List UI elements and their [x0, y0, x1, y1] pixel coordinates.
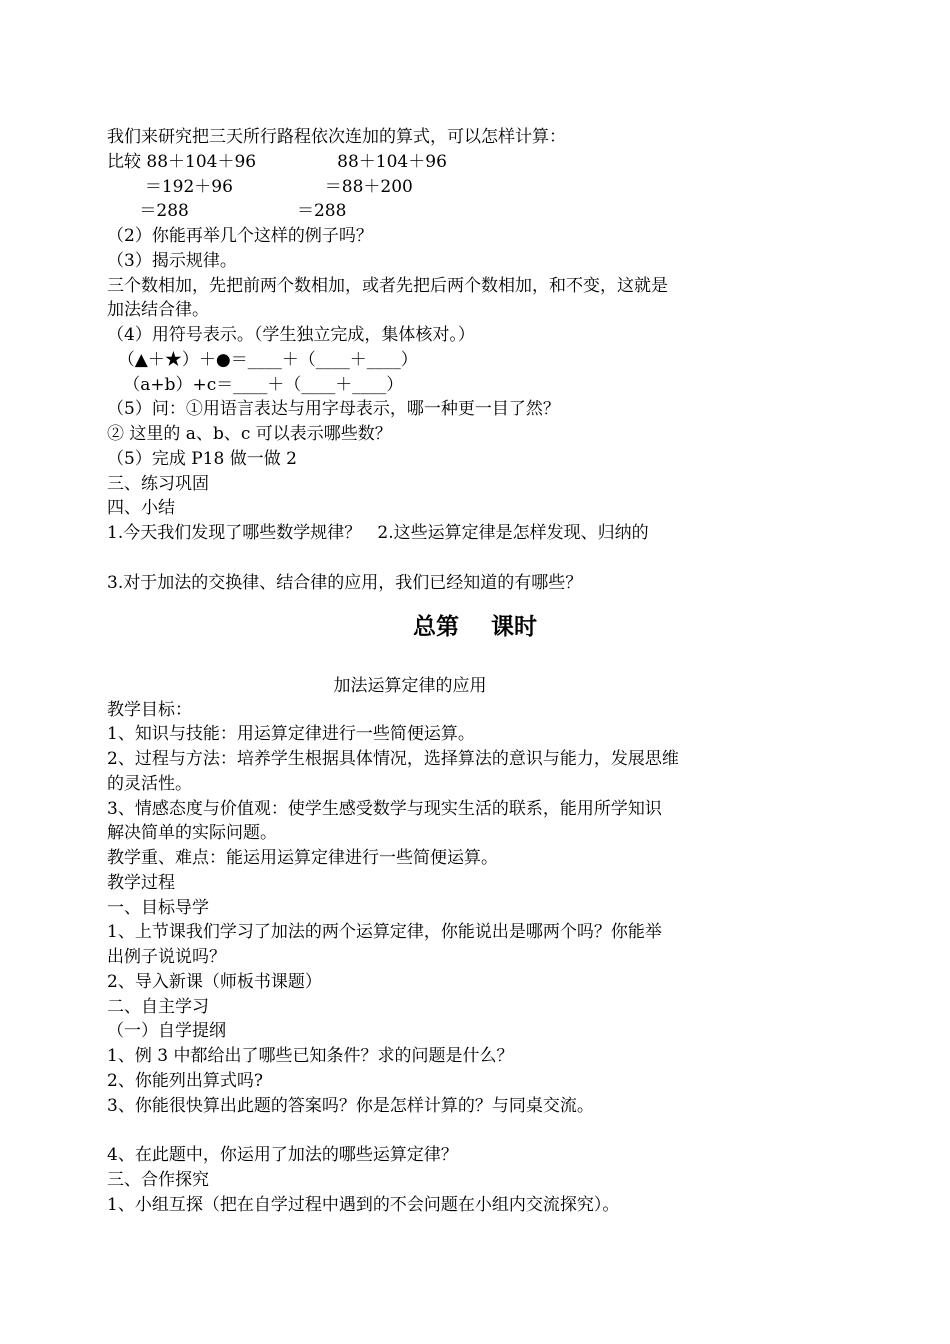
text-line: ＝288 ＝288	[107, 201, 347, 221]
text-line: 三个数相加，先把前两个数相加，或者先把后两个数相加，和不变，这就是	[107, 276, 668, 296]
section-heading: 四、小结	[107, 498, 175, 518]
text-line: 解决简单的实际问题。	[107, 823, 277, 843]
text-line: 比较 88＋104＋96 88＋104＋96	[107, 152, 447, 172]
formula-line: （▲＋★）＋●＝____＋（____＋____）	[107, 350, 418, 370]
text-line: 的灵活性。	[107, 774, 192, 794]
text-line: 2、你能列出算式吗?	[107, 1071, 263, 1091]
section-heading: 三、练习巩固	[107, 474, 209, 494]
text-line: 3、你能很快算出此题的答案吗？你是怎样计算的？与同桌交流。	[107, 1096, 594, 1116]
text-line: （2）你能再举几个这样的例子吗？	[107, 226, 373, 246]
text-line: （4）用符号表示。（学生独立完成，集体核对。）	[107, 325, 475, 345]
text-line: 教学目标：	[107, 700, 192, 720]
text-line: 3、情感态度与价值观：使学生感受数学与现实生活的联系，能用所学知识	[107, 799, 662, 819]
text-line: 2、过程与方法：培养学生根据具体情况，选择算法的意识与能力，发展思维	[107, 749, 679, 769]
text-line: 1、例 3 中都给出了哪些已知条件？求的问题是什么？	[107, 1046, 514, 1066]
text-line: ② 这里的 a、b、c 可以表示哪些数？	[107, 424, 392, 444]
text-line: 3.对于加法的交换律、结合律的应用，我们已经知道的有哪些？	[107, 573, 583, 593]
text-line: 1、知识与技能：用运算定律进行一些简便运算。	[107, 724, 475, 744]
text-line: ＝192＋96 ＝88＋200	[107, 177, 413, 197]
text-line: 1、小组互探（把在自学过程中遇到的不会问题在小组内交流探究）。	[107, 1195, 620, 1215]
section-heading: 教学过程	[107, 873, 175, 893]
text-line: 加法结合律。	[107, 300, 209, 320]
lesson-subtitle: 加法运算定律的应用	[333, 676, 487, 696]
text-line: 我们来研究把三天所行路程依次连加的算式，可以怎样计算：	[107, 127, 566, 147]
text-line: 4、在此题中，你运用了加法的哪些运算定律？	[107, 1145, 458, 1165]
text-line: 教学重、难点：能运用运算定律进行一些简便运算。	[107, 848, 498, 868]
text-line: 1.今天我们发现了哪些数学规律？ 2.这些运算定律是怎样发现、归纳的	[107, 523, 649, 543]
text-line: （5）问：①用语言表达与用字母表示，哪一种更一目了然？	[107, 399, 560, 419]
text-line: （一）自学提纲	[107, 1021, 226, 1041]
text-line: 2、导入新课（师板书课题）	[107, 972, 322, 992]
section-heading: 二、自主学习	[107, 997, 209, 1017]
section-heading: 一、目标导学	[107, 898, 209, 918]
text-line: 1、上节课我们学习了加法的两个运算定律，你能说出是哪两个吗？你能举	[107, 922, 662, 942]
text-line: 出例子说说吗？	[107, 947, 226, 967]
text-line: （5）完成 P18 做一做 2	[107, 449, 297, 469]
formula-line: （a+b）+c＝____＋（____＋____）	[107, 375, 404, 395]
lesson-heading: 总第 课时	[412, 614, 538, 640]
text-line: （3）揭示规律。	[107, 251, 237, 271]
section-heading: 三、合作探究	[107, 1170, 209, 1190]
